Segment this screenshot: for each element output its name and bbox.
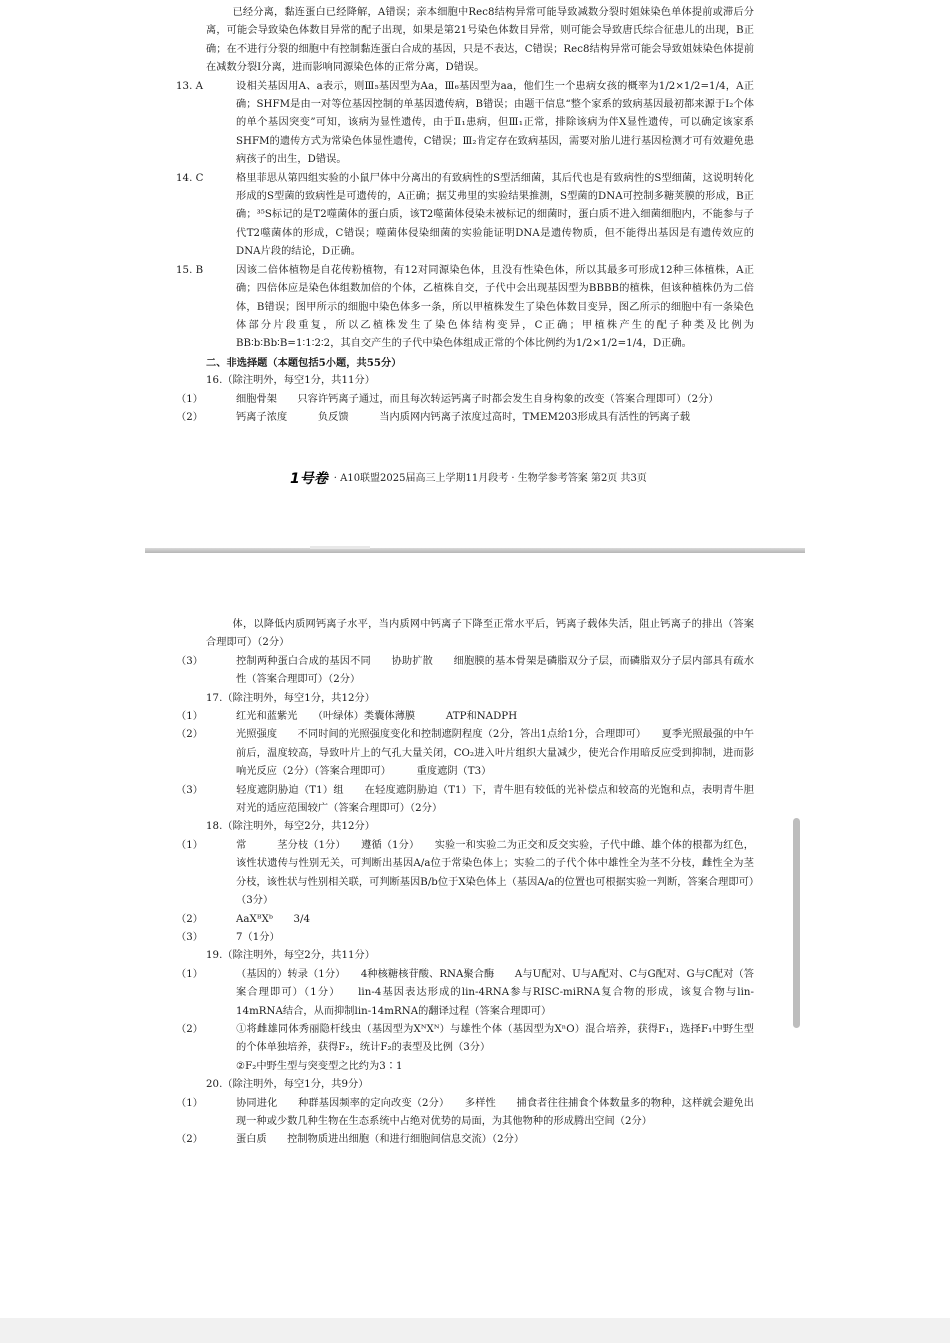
item-number: 14. C: [176, 172, 204, 184]
paragraph-text: 17.（除注明外，每空1分，共12分）: [206, 692, 376, 704]
answer-paragraph-q16: [206, 372, 754, 390]
item-number: （1）: [176, 711, 204, 723]
answer-paragraph-q19a: [176, 966, 754, 1021]
divider-mark: [310, 546, 370, 549]
paragraph-text: 已经分离，黏连蛋白已经降解，A错误；亲本细胞中Rec8结构异常可能导致减数分裂时姐妹染色单体提前或滞后分离，可能会导致染色体数目异常的配子出现，如果是第21号染色体数目异常，则可能会导致唐氏综合征患儿的出现，B正确；在不进行分裂的细胞中有控制黏连蛋白合成的基因，只是不表达，C错误；Rec8结构异常可能会导致姐妹染色体提前在减数分裂Ⅰ分离，进而影响同源染色体的正常分离，D错误。: [206, 7, 754, 74]
answer-paragraph-q20b: [176, 1131, 754, 1149]
paragraph-text: 16.（除注明外，每空1分，共11分）: [206, 375, 376, 387]
paragraph-text: 协同进化 种群基因频率的定向改变（2分） 多样性 捕食者往往捕食个体数量多的物种，这样就会避免出现一种或少数几种生物在生态系统中占绝对优势的局面，为其他物种的形成腾出空间（2分）: [236, 1097, 754, 1127]
paragraph-text: 19.（除注明外，每空2分，共11分）: [206, 950, 376, 962]
item-number: （2）: [176, 1134, 204, 1146]
paragraph-text: （基因的）转录（1分） 4种核糖核苷酸、RNA聚合酶 A与U配对、U与A配对、C与G配对、G与C配对（答案合理即可）（1分） lin-4基因表达形成的lin-4RNA参与RISC-miRNA复合物的形成，该复合物与lin-14mRNA结合，从而抑制lin-14mRNA的翻译过程（答案合理即可）: [236, 968, 754, 1017]
paragraph-text: AaXᴮXᵇ 3/4: [236, 913, 311, 925]
answer-page-top: [0, 0, 950, 540]
footer-text: · A10联盟2025届高三上学期11月段考 · 生物学参考答案 第2页 共3页: [333, 473, 647, 484]
item-number: （1）: [176, 839, 204, 851]
paragraph-text: 20.（除注明外，每空1分，共9分）: [206, 1079, 369, 1091]
paragraph-text: 格里菲思从第四组实验的小鼠尸体中分离出的有致病性的S型活细菌，其后代也是有致病性的S型细菌，这说明转化形成的S型菌的致病性是可遗传的，A正确；据艾弗里的实验结果推测，S型菌的DNA可控制多糖荚膜的形成，B正确；³⁵S标记的是T2噬菌体的蛋白质，该T2噬菌体侵染未被标记的细菌时，蛋白质不进入细菌细胞内，不能参与子代T2噬菌体的形成，C错误；噬菌体侵染细菌的实验能证明DNA是遗传物质，但不能得出基因是有遗传效应的DNA片段的结论，D正确。: [236, 172, 754, 258]
answer-paragraph-q18: [206, 818, 754, 836]
answer-paragraph-q20a: [176, 1095, 754, 1132]
answer-paragraph-q17c: [176, 782, 754, 819]
item-number: （3）: [176, 784, 204, 796]
answer-paragraph-sec2: [206, 354, 754, 372]
paragraph-text: 常 茎分枝（1分） 遵循（1分） 实验一和实验二为正交和反交实验，子代中雌、雄个体的根都为红色，该性状遗传与性别无关，可判断出基因A/a位于常染色体上；实验二的子代个体中雄性全为茎不分枝，雌性全为茎分枝，该性状与性别相关联，可判断基因B/b位于X染色体上（基因A/a的位置也可根据实验一判断，答案合理即可）（3分）: [236, 839, 754, 907]
answer-paragraph-q16b: [176, 409, 754, 427]
paragraph-text: 体，以降低内质网钙离子水平，当内质网中钙离子下降至正常水平后，钙离子载体失活，阻止钙离子的排出（答案合理即可）（2分）: [206, 619, 754, 649]
answer-paragraph-q17a: [176, 708, 754, 726]
paragraph-text: 18.（除注明外，每空2分，共12分）: [206, 821, 376, 833]
answer-paragraph-q18a: [176, 837, 754, 911]
answer-paragraph-q19b: [176, 1021, 754, 1058]
bottom-page-content: [176, 616, 754, 1150]
paragraph-text: 控制两种蛋白合成的基因不同 协助扩散 细胞膜的基本骨架是磷脂双分子层，而磷脂双分子层内部具有疏水性（答案合理即可）（2分）: [236, 655, 754, 686]
paragraph-text: 因该二倍体植物是自花传粉植物，有12对同源染色体，且没有性染色体，所以其最多可形成12种三体植株，A正确；四倍体应是染色体组数加倍的个体，乙植株自交，子代中会出现基因型为BBBB的植株，但该种植株仍为二倍体，B错误；图甲所示的细胞中染色体多一条，所以甲植株发生了染色体数目变异，图乙所示的细胞中有一条染色体部分片段重复，所以乙植株发生了染色体结构变异，C正确；甲植株产生的配子种类及比例为BB∶b∶Bb∶B=1∶1∶2∶2，其自交产生的子代中染色体组成正常的个体比例约为1/2×1/2=1/4，D正确。: [236, 264, 754, 350]
answer-paragraph-p15: [176, 262, 754, 354]
item-number: （1）: [176, 1097, 204, 1109]
paragraph-text: 蛋白质 控制物质进出细胞（和进行细胞间信息交流）（2分）: [236, 1134, 525, 1146]
item-number: （1）: [176, 968, 204, 980]
answer-paragraph-q20: [206, 1076, 754, 1094]
paragraph-text: 设相关基因用A、a表示，则Ⅲ₅基因型为Aa，Ⅲ₆基因型为aa，他们生一个患病女孩的概率为1/2×1/2=1/4，A正确；SHFM是由一对等位基因控制的单基因遗传病，B错误；由题干信息“整个家系的致病基因最初都来源于I₂个体的单个基因突变”可知，该病为显性遗传，由于Ⅱ₁患病，但Ⅲ₁正常，排除该病为伴X显性遗传，可以确定该家系SHFM的遗传方式为常染色体显性遗传，C错误；Ⅲ₂肯定存在致病基因，需要对胎儿进行基因检测才可有效避免患病孩子的出生，D错误。: [236, 80, 754, 166]
brand-logo: 1号卷: [290, 471, 328, 487]
answer-paragraph-q16c: [176, 653, 754, 690]
paragraph-text: 7（1分）: [236, 931, 280, 943]
page-divider: [145, 548, 805, 553]
answer-paragraph-p14: [176, 170, 754, 262]
paragraph-text: 轻度遮阴胁迫（T1）组 在轻度遮阴胁迫（T1）下，青牛胆有较低的光补偿点和较高的光饱和点，表明青牛胆对光的适应范围较广（答案合理即可）（2分）: [236, 784, 754, 815]
answer-paragraph-b0: [206, 616, 754, 653]
answer-paragraph-q18b: [176, 911, 754, 929]
answer-paragraph-q18c: [176, 929, 754, 947]
answer-paragraph-q17b: [176, 726, 754, 781]
answer-paragraph-q19: [206, 947, 754, 965]
scrollbar-thumb[interactable]: [793, 818, 800, 1028]
item-number: 13. A: [176, 80, 204, 92]
item-number: （3）: [176, 931, 204, 943]
paragraph-text: 红光和蓝紫光 （叶绿体）类囊体薄膜 ATP和NADPH: [236, 711, 518, 723]
page-footer: [290, 472, 750, 486]
item-number: （2）: [176, 1023, 204, 1035]
answer-paragraph-q16a: [176, 391, 754, 409]
item-number: 15. B: [176, 264, 204, 276]
answer-paragraph-p0: [206, 4, 754, 78]
top-page-content: [176, 4, 754, 427]
answer-paragraph-p13: [176, 78, 754, 170]
answer-page-bottom: [0, 560, 950, 1343]
paragraph-text: ②F₂中野生型与突变型之比约为3∶1: [236, 1060, 403, 1072]
item-number: （2）: [176, 913, 204, 925]
paragraph-text: ①将雌雄同体秀丽隐杆线虫（基因型为XᴺXᴺ）与雄性个体（基因型为XⁿO）混合培养，获得F₁，选择F₁中野生型的个体单独培养，获得F₂，统计F₂的表型及比例（3分）: [236, 1023, 754, 1054]
paragraph-text: 细胞骨架 只容许钙离子通过，而且每次转运钙离子时都会发生自身构象的改变（答案合理即可）（2分）: [236, 393, 719, 405]
paragraph-text: 二、非选择题（本题包括5小题，共55分）: [206, 356, 402, 369]
answer-paragraph-q17: [206, 690, 754, 708]
item-number: （2）: [176, 729, 204, 741]
item-number: （3）: [176, 655, 204, 667]
paragraph-text: 钙离子浓度 负反馈 当内质网内钙离子浓度过高时，TMEM203形成具有活性的钙离子载: [236, 411, 691, 423]
paragraph-text: 光照强度 不同时间的光照强度变化和控制遮阴程度（2分，答出1点给1分，合理即可） 夏季光照最强的中午前后，温度较高，导致叶片上的气孔大量关闭，CO₂进入叶片组织大量减少，使光合作用暗反应受到抑制，进而影响光反应（2分）（答案合理即可） 重度遮阴（T3）: [236, 729, 754, 778]
viewer-bottom-bar: [0, 1318, 950, 1343]
item-number: （2）: [176, 411, 204, 423]
answer-paragraph-q19c: [206, 1058, 754, 1076]
item-number: （1）: [176, 393, 204, 405]
